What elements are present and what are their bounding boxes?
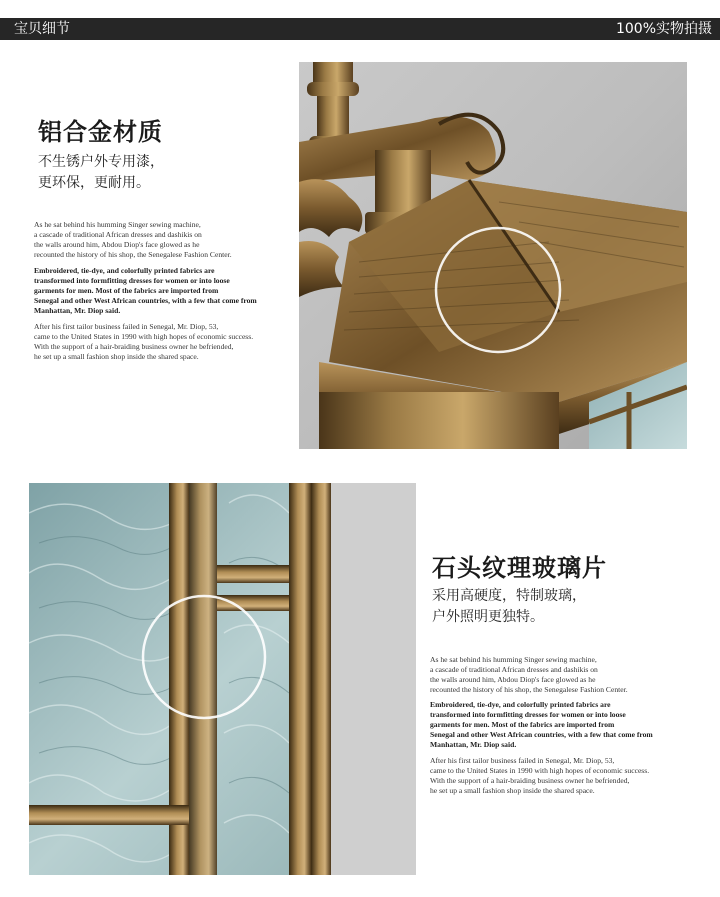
section2-paragraph-1: [430, 655, 628, 695]
text-line: came to the United States in 1990 with high hopes of economic success.: [34, 332, 254, 341]
text-line: he set up a small fashion shop inside the shared space.: [430, 786, 595, 795]
section1-subtitle-line: 更环保，更耐用。: [38, 175, 150, 191]
text-line: As he sat behind his humming Singer sewing machine,: [430, 655, 597, 664]
section2-subtitle-line: 采用高硬度，特制玻璃，: [432, 588, 586, 604]
header-left-label: 宝贝细节: [14, 21, 70, 37]
section1-paragraph-1: [34, 220, 232, 260]
text-line: transformed into formfitting dresses for women or into loose: [34, 276, 230, 285]
section1-paragraph-3: [34, 322, 253, 362]
section2-subtitle: [432, 586, 586, 628]
text-line: he set up a small fashion shop inside the shared space.: [34, 352, 199, 361]
text-line: the walls around him, Abdou Diop's face glowed as he: [34, 240, 200, 249]
text-line: transformed into formfitting dresses for women or into loose: [430, 710, 626, 719]
section1-title: 铝合金材质: [38, 117, 163, 146]
text-line: Senegal and other West African countries, with a few that come from: [430, 730, 653, 739]
text-line: recounted the history of his shop, the Senegalese Fashion Center.: [34, 250, 232, 259]
text-line: After his first tailor business failed in Senegal, Mr. Diop, 53,: [34, 322, 219, 331]
text-line: With the support of a hair-braiding business owner he befriended,: [34, 342, 234, 351]
text-line: a cascade of traditional African dresses and dashikis on: [430, 665, 598, 674]
text-line: Embroidered, tie-dye, and colorfully printed fabrics are: [34, 266, 215, 275]
header-right-label: 100%实物拍摄: [615, 21, 712, 37]
glass-panel-photo: [29, 483, 416, 875]
text-line: Senegal and other West African countries, with a few that come from: [34, 296, 257, 305]
text-line: Manhattan, Mr. Diop said.: [34, 306, 121, 315]
text-line: As he sat behind his humming Singer sewing machine,: [34, 220, 201, 229]
header-bar: [0, 18, 720, 40]
section2-paragraph-2: [430, 700, 653, 750]
text-line: Embroidered, tie-dye, and colorfully printed fabrics are: [430, 700, 611, 709]
section2-subtitle-line: 户外照明更独特。: [432, 609, 544, 625]
section1-subtitle-line: 不生锈户外专用漆，: [38, 154, 164, 170]
text-line: garments for men. Most of the fabrics are imported from: [430, 720, 615, 729]
section1-paragraph-2: [34, 266, 257, 316]
text-line: garments for men. Most of the fabrics are imported from: [34, 286, 219, 295]
text-line: the walls around him, Abdou Diop's face glowed as he: [430, 675, 596, 684]
section2-paragraph-3: [430, 756, 649, 796]
text-line: recounted the history of his shop, the Senegalese Fashion Center.: [430, 685, 628, 694]
section1-subtitle: [38, 152, 164, 194]
lantern-top-photo: [299, 62, 687, 449]
text-line: a cascade of traditional African dresses and dashikis on: [34, 230, 202, 239]
text-line: After his first tailor business failed in Senegal, Mr. Diop, 53,: [430, 756, 615, 765]
section2-title: 石头纹理玻璃片: [432, 553, 607, 582]
text-line: Manhattan, Mr. Diop said.: [430, 740, 517, 749]
text-line: came to the United States in 1990 with high hopes of economic success.: [430, 766, 650, 775]
text-line: With the support of a hair-braiding business owner he befriended,: [430, 776, 630, 785]
